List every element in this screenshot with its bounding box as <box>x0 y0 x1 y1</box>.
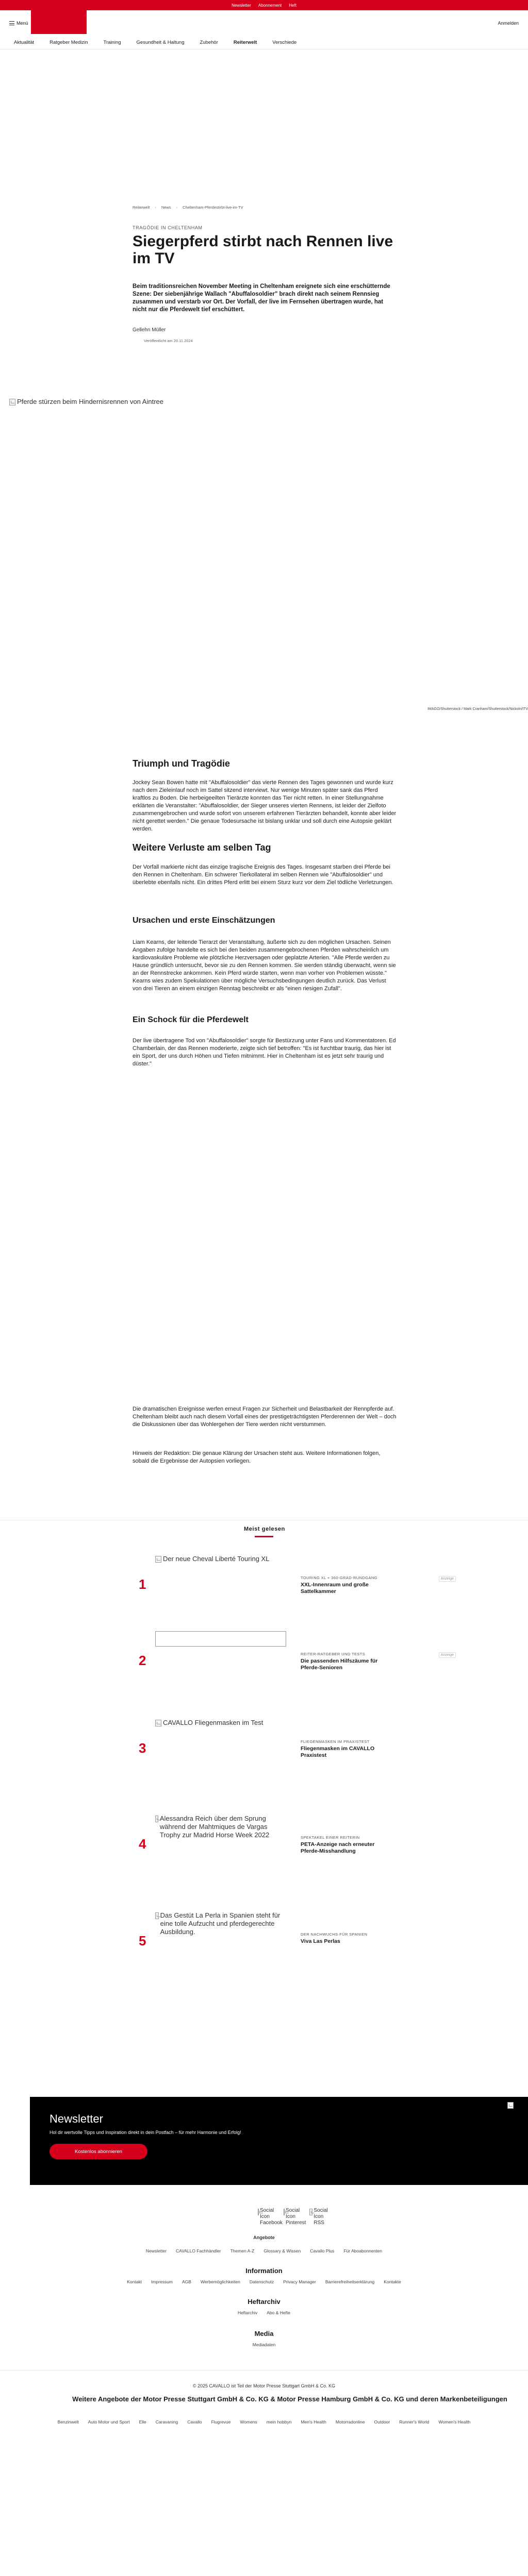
footer-angebote-links <box>0 2248 528 2253</box>
hero-credit: IMAGO/Shutterstock / Mark Cranham/Shutterstock/Nickoln/ITV <box>427 707 528 711</box>
ad-badge: Anzeige <box>439 1652 456 1658</box>
image-alt-text: Das Gestüt La Perla in Spanien steht für eine tolle Aufzucht und pferdegerechte Ausbildung. <box>160 1911 280 1936</box>
newsletter-image-icon <box>507 2102 514 2109</box>
nav-item-aktualitaet[interactable]: Aktualität <box>14 40 35 45</box>
brand-link[interactable]: Men's Health <box>301 2419 326 2425</box>
footer-link[interactable]: Privacy Manager <box>283 2279 316 2284</box>
newsletter-title: Newsletter <box>50 2112 103 2125</box>
footer-info-title: Information <box>245 2267 283 2275</box>
footer-media-links <box>0 2342 528 2347</box>
brand-link[interactable]: Women's Health <box>438 2419 471 2425</box>
brand-link[interactable]: Auto Motor und Sport <box>88 2419 130 2425</box>
image-alt-text: Der neue Cheval Liberté Touring XL <box>163 1555 270 1563</box>
brand-link[interactable]: Benzinwelt <box>57 2419 79 2425</box>
footer-heftarchiv-links <box>0 2310 528 2315</box>
nav-item-zubehoer[interactable]: Zubehör <box>200 40 218 45</box>
footer-link[interactable]: Kontakt <box>127 2279 142 2284</box>
broken-image-icon <box>258 2209 259 2215</box>
section-text: Jockey Sean Bowen hatte mit "Abuffalosoldier" das vierte Rennen des Tages gewonnen und wurde kurz nach dem Zieleinlauf noch im Sattel sitzend interviewt. Nur wenige Minuten später sank das Pferd kraftlos zu Boden. Die herbeigeeilten Tierärzte konnten das Tier nicht retten. In einer Stellungnahme erklärten die Veranstalter: "Abuffalosoldier, der Sieger unseres vierten Rennens, ist leider der Zielfoto zusammengebrochen und wurde sofort von unserem erfahrenen Tierärzten behandelt, konnte aber leider nicht gerettet werden." Die genaue Todesursache ist bislang unklar und soll durch eine Autopsie geklärt werden. <box>133 779 397 832</box>
footer-media-title: Media <box>254 2330 274 2337</box>
most-read-kicker: FLIEGENMASKEN IM PRAXISTEST <box>301 1739 370 1744</box>
closing-note: Hinweis der Redaktion: Die genaue Klärung der Ursachen steht aus. Weitere Informationen folgen, sobald die Ergebnisse der Autopsien vorliegen. <box>133 1450 381 1464</box>
most-read-item[interactable] <box>133 1555 456 1617</box>
topbar-link-abo[interactable]: Abonnement <box>258 3 282 8</box>
broken-image-icon <box>309 2209 312 2215</box>
footer-link[interactable]: Abo & Hefte <box>267 2310 291 2315</box>
most-read-kicker: REITER-RATGEBER UND TESTS <box>301 1652 366 1656</box>
broken-image-icon <box>155 1912 159 1919</box>
main-nav <box>0 36 528 49</box>
section-text: Der live übertragene Tod von "Abuffalosoldier" sorgte für Bestürzung unter Fans und Kommentatoren. Ed Chamberlain, der das Rennen moderierte, zeigte sich tief betroffen: "Es ist furchtbar traurig, das hier ist ein Sport, der uns durch Höhen und Tiefen mitnimmt. Hier in Cheltenham ist es jetzt sehr traurig und düster." <box>133 1038 396 1067</box>
footer-link[interactable]: Impressum <box>151 2279 173 2284</box>
footer-angebote-label: Angebote <box>253 2235 275 2240</box>
brand-link[interactable]: Caravaning <box>155 2419 178 2425</box>
hamburger-icon <box>9 21 14 25</box>
most-read-headline[interactable]: Die passenden Hilfszäume für Pferde-Senioren <box>301 1658 378 1671</box>
section-heading: Triumph und Tragödie <box>133 758 230 769</box>
footer-link[interactable]: Barrierefreiheitserklärung <box>325 2279 375 2284</box>
copyright: © 2025 CAVALLO ist Teil der Motor Presse Stuttgart GmbH & Co. KG <box>192 2383 336 2388</box>
breadcrumb <box>133 205 243 210</box>
more-brands-title: Weitere Angebote der Motor Presse Stuttgart GmbH & Co. KG & Motor Presse Hamburg GmbH & Co. KG und deren Markenbeteiligungen <box>72 2395 507 2403</box>
most-read-rank: 4 <box>139 1836 146 1852</box>
broken-image-icon <box>9 399 15 405</box>
brand-link[interactable]: Elle <box>139 2419 146 2425</box>
nav-item-reiterwelt[interactable]: Reiterwelt <box>233 40 257 45</box>
brand-link[interactable]: Outdoor <box>374 2419 390 2425</box>
topbar-link-newsletter[interactable]: Newsletter <box>232 3 251 8</box>
nav-item-gesundheit[interactable]: Gesundheit & Haltung <box>136 40 185 45</box>
section-text: Liam Kearns, der leitende Tierarzt der Veranstaltung, äußerte sich zu den möglichen Ursachen. Seinen Angaben zufolge handelte es sich bei den beiden zusammengebrochenen Pferden wahrscheinlich um kardiovaskuläre Probleme wie plötzliche Herzversagen oder geplatzte Arterien. "Alle Pferde werden zu Hause gründlich untersucht, bevor sie zu den Rennen kommen. Sie werden ständig überwacht, wenn sie an der Rennstrecke ankommen. Kein Pferd würde starten, wenn man vorher von Problemen wüsste." Kearns wies zudem Spekulationen über mögliche Versuchsbedingungen deutlich zurück. Das Verlust von drei Tieren an einem einzigen Renntag beschreibt er als "einen riesigen Zufall". <box>133 939 396 992</box>
most-read-image <box>155 1631 286 1647</box>
hero-alt-text: Pferde stürzen beim Hindernisrennen von Aintree <box>17 398 163 405</box>
closing-text: Die dramatischen Ereignisse werfen erneut Fragen zur Sicherheit und Belastbarkeit der Rennpferde auf. Cheltenham bleibt auch nach diesem Vorfall eines der prestigeträchtigsten Pferderennen der Welt – doch die Diskussionen über das Wohlergehen der Tiere werden nicht verstummen. <box>133 1406 397 1428</box>
footer-link[interactable]: Kontakte <box>384 2279 401 2284</box>
brand-link[interactable]: mein hobbyn <box>266 2419 292 2425</box>
menu-label: Menü <box>16 21 28 26</box>
nav-item-training[interactable]: Training <box>103 40 121 45</box>
most-read-image <box>155 1911 286 1936</box>
ad-badge: Anzeige <box>439 1576 456 1582</box>
image-alt-text: CAVALLO Fliegenmasken im Test <box>163 1719 263 1726</box>
image-alt-text: Alessandra Reich über dem Sprung während der Mahtmiques de Vargas Trophy zur Madrid Horse Week 2022 <box>159 1815 270 1839</box>
broken-image-icon <box>155 1816 158 1822</box>
newsletter-text: Hol dir wertvolle Tipps und Inspiration direkt in dein Postfach – für mehr Harmonie und Erfolg! <box>50 2130 241 2135</box>
section-heading: Ein Schock für die Pferdewelt <box>133 1015 249 1024</box>
brand-links <box>32 2419 496 2425</box>
menu-button[interactable] <box>9 21 28 26</box>
most-read-underline <box>255 1536 273 1537</box>
most-read-rank: 5 <box>139 1933 146 1948</box>
footer-link[interactable]: Newsletter <box>145 2248 167 2253</box>
most-read-title: Meist gelesen <box>244 1526 285 1532</box>
footer-link[interactable]: Werbemöglichkeiten <box>200 2279 240 2284</box>
most-read-item[interactable] <box>133 1719 456 1781</box>
social-links <box>258 2208 330 2226</box>
most-read-item[interactable] <box>133 1911 456 1973</box>
brand-link[interactable]: Womens <box>240 2419 257 2425</box>
most-read-headline[interactable]: PETA-Anzeige nach erneuter Pferde-Misshandlung <box>301 1841 375 1854</box>
footer-link[interactable]: Themen A-Z <box>230 2248 255 2253</box>
breadcrumb-item[interactable]: News <box>161 205 171 210</box>
site-logo[interactable] <box>31 10 87 34</box>
most-read-rank: 2 <box>139 1653 146 1668</box>
rss-icon[interactable] <box>309 2208 330 2226</box>
footer-link[interactable]: Für Aboabonnenten <box>343 2248 383 2253</box>
pinterest-icon[interactable] <box>284 2208 304 2226</box>
article-headline: Siegerpferd stirbt nach Rennen live im TV <box>133 233 393 267</box>
social-label: Social Icon Pinterest <box>286 2208 306 2226</box>
article-teaser: Beim traditionsreichen November Meeting in Cheltenham ereignete sich eine erschütternde Szene: Der siebenjährige Wallach "Abuffalosoldier" brach direkt nach seinem Rennsieg zusammen und verstarb vor Ort. Der Vorfall, der live im Fernsehen übertragen wurde, hat nicht nur die Pferdewelt tief erschüttert. <box>133 283 390 313</box>
most-read-headline[interactable]: XXL-Innenraum und große Sattelkammer <box>301 1582 369 1595</box>
most-read-image <box>155 1719 286 1727</box>
most-read-rank: 3 <box>139 1740 146 1756</box>
broken-image-icon <box>155 1720 161 1726</box>
most-read-kicker: DER NACHWUCHS FÜR SPANIEN <box>301 1932 368 1937</box>
most-read-item[interactable] <box>133 1815 456 1876</box>
broken-image-icon <box>155 1556 161 1563</box>
section-text: Der Vorfall markierte nicht das einzige tragische Ereignis des Tages. Insgesamt starben drei Pferde bei den Rennen in Cheltenham. Ein schwerer Tierkollateral im selben Rennen wie "Abuffalosoldier" und überlebte ebenfalls nicht. Ein drittes Pferd erlitt bei einem Sturz kurz vor dem Ziel tödliche Verletzungen. <box>133 864 393 886</box>
social-label: Social Icon Facebook <box>260 2208 283 2226</box>
section-heading: Weitere Verluste am selben Tag <box>133 842 271 853</box>
most-read-image <box>155 1815 286 1839</box>
topbar-link-heft[interactable]: Heft <box>289 3 296 8</box>
top-bar <box>0 0 528 10</box>
footer-link[interactable]: Mediadaten <box>252 2342 276 2347</box>
article-author[interactable]: Gellehn Müller <box>133 327 166 333</box>
breadcrumb-item[interactable]: Reiterwelt <box>133 205 150 210</box>
hero-image <box>9 398 528 703</box>
facebook-icon[interactable] <box>258 2208 283 2226</box>
brand-link[interactable]: Flugrevue <box>211 2419 231 2425</box>
login-link[interactable]: Anmelden <box>498 21 519 26</box>
most-read-kicker: SPEKTAKEL EINER REITERIN <box>301 1835 360 1840</box>
site-header <box>0 10 528 36</box>
nav-item-verschiedenes[interactable]: Verschiede <box>272 40 297 45</box>
article-date: Veröffentlicht am 20.11.2024 <box>144 338 193 343</box>
breadcrumb-separator: › <box>176 205 178 210</box>
footer-link[interactable]: Cavallo Plus <box>310 2248 335 2253</box>
broken-image-icon <box>284 2209 285 2215</box>
footer-link[interactable]: AGB <box>182 2279 191 2284</box>
most-read-item[interactable] <box>133 1631 456 1693</box>
most-read-image <box>155 1555 286 1563</box>
footer-link[interactable]: Glossary & Wissen <box>263 2248 301 2253</box>
footer-link[interactable]: Heftarchiv <box>237 2310 258 2315</box>
nav-item-ratgeber[interactable]: Ratgeber Medizin <box>50 40 88 45</box>
most-read-headline[interactable]: Viva Las Perlas <box>301 1938 340 1944</box>
brand-link[interactable]: Cavallo <box>187 2419 202 2425</box>
brand-link[interactable]: Runner's World <box>399 2419 430 2425</box>
footer-info-links <box>0 2279 528 2284</box>
breadcrumb-current: Cheltenham-Pferdestirbt-live-im-TV <box>183 205 243 210</box>
most-read-headline[interactable]: Fliegenmasken im CAVALLO Praxistest <box>301 1745 375 1758</box>
most-read-rank: 1 <box>139 1577 146 1592</box>
footer-link[interactable]: CAVALLO Fachhändler <box>176 2248 221 2253</box>
brand-link[interactable]: Motorradonline <box>335 2419 365 2425</box>
article-kicker: TRAGÖDIE IN CHELTENHAM <box>133 225 203 230</box>
hero-image-alt <box>9 398 528 405</box>
breadcrumb-separator: › <box>155 205 156 210</box>
newsletter-subscribe-button[interactable]: Kostenlos abonnieren <box>50 2144 147 2159</box>
footer-link[interactable]: Datenschutz <box>249 2279 274 2284</box>
footer-heftarchiv-title: Heftarchiv <box>248 2298 280 2306</box>
social-label: Social Icon RSS <box>314 2208 328 2226</box>
most-read-kicker: TOURING XL + 360-GRAD-RUNDGANG <box>301 1575 377 1580</box>
newsletter-box <box>30 2097 528 2185</box>
section-heading: Ursachen und erste Einschätzungen <box>133 916 275 925</box>
